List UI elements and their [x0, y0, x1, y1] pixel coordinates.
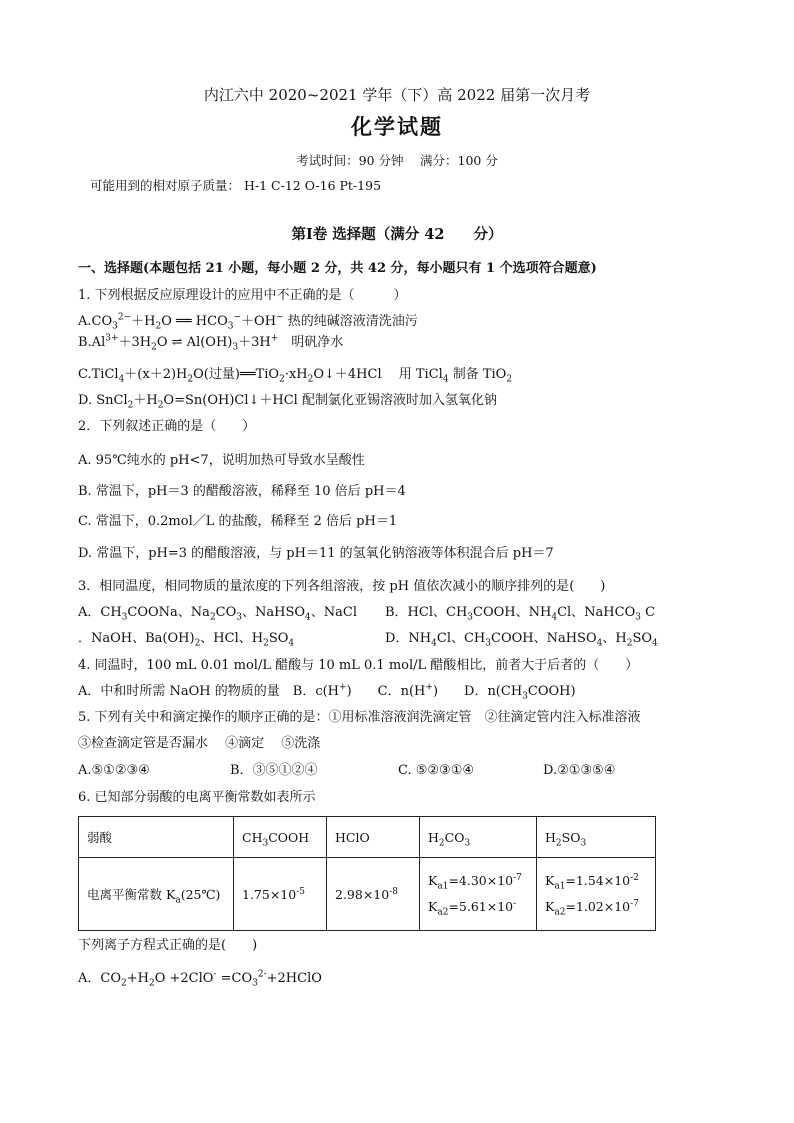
table-cell: $2.98\times 10^{-8}$ [327, 858, 420, 931]
q3-option-c: ．NaOH、$Ba(OH)_2$、HCl、$H_2SO_4$ [78, 631, 295, 649]
q4-option-a: A．中和时所需 NaOH 的物质的量 [78, 684, 280, 699]
subject-title: 化学试题 [351, 114, 443, 139]
q5-stem: 5. 下列有关中和滴定操作的顺序正确的是：①用标准溶液润洗滴定管 ②往滴定管内注入标准溶液 [78, 710, 641, 725]
table-cell: $H_2CO_3$ [420, 817, 537, 858]
table-row [79, 858, 656, 931]
q3-option-d: D．$NH_4Cl$、$CH_3COOH$、NaHSO$_4$、$H_2SO_4$ [385, 631, 658, 649]
q2-option-a: A. 95℃纯水的 pH<7，说明加热可导致水呈酸性 [78, 453, 365, 468]
q4-options [78, 683, 576, 701]
q4-stem: 4. 同温时，100 mL 0.01 mol/L 醋酸与 10 mL 0.1 mol/L 醋酸相比，前者大于后者的（ ） [78, 658, 639, 673]
table-header-row [79, 817, 656, 858]
q1-stem: 1. 下列根据反应原理设计的应用中不正确的是（ ） [78, 288, 407, 303]
q4-option-d: D．$n(CH_3COOH)$ [438, 684, 576, 702]
exam-info: 考试时间：90 分钟 满分：100 分 [296, 153, 498, 168]
q2-stem: 2．下列叙述正确的是（ ） [78, 419, 256, 434]
q2-option-c: C. 常温下，0.2mol／L 的盐酸，稀释至 2 倍后 pH＝1 [78, 514, 398, 529]
table-cell: $CH_3COOH$ [234, 817, 327, 858]
q6-question: 下列离子方程式正确的是( ) [78, 938, 258, 953]
table-cell: 电离平衡常数 $K_a(25℃)$ [79, 858, 234, 931]
q5-stem-continued: ③检查滴定管是否漏水 ④滴定 ⑤洗涤 [78, 736, 321, 751]
table-cell: $1.75\times 10^{-5}$ [234, 858, 327, 931]
part1-title: 第Ⅰ卷 选择题（满分 42 分） [291, 226, 503, 243]
q5-option-b: B．③⑤①②④ [230, 763, 318, 778]
table-cell: 弱酸 [79, 817, 234, 858]
table-cell: $K_{a1}=4.30\times 10^{-7}$ $K_{a2}=5.61\times 10^-$ [420, 858, 537, 931]
atomic-masses: 可能用到的相对原子质量： H-1 C-12 O-16 Pt-195 [90, 178, 382, 193]
q1-option-b: $B.Al^{3+}+3H_2O$ ⇌ $Al(OH)_3+3H^+$ 明矾净水 [78, 333, 344, 353]
q5-option-c: C. ⑤②③①④ [398, 763, 475, 778]
q5-option-a: A.⑤①②③④ [78, 763, 150, 778]
q5-option-d: D.②①③⑤④ [543, 763, 616, 778]
ionization-constant-table [78, 816, 656, 931]
q4-option-b: B．c(H+) [279, 682, 352, 699]
q6-stem: 6. 已知部分弱酸的电离平衡常数如表所示 [78, 790, 316, 805]
table-cell: $K_{a1}=1.54\times 10^{-2}$ $K_{a2}=1.02\times 10^{-7}$ [537, 858, 656, 931]
exam-title: 内江六中 2020~2021 学年（下）高 2022 届第一次月考 [203, 86, 591, 104]
q2-option-d: D. 常温下，pH=3 的醋酸溶液，与 pH＝11 的氢氧化钠溶液等体积混合后 pH＝7 [78, 546, 554, 561]
q1-option-c: $C.TiCl_4+(x+2)H_2O$(过量)$══TiO_2\cdot xH_2O↓+4HCl$ 用 TiCl$_4$ 制备 TiO$_2$ [78, 367, 513, 385]
table-cell: $H_2SO_3$ [537, 817, 656, 858]
q4-option-c: C．n(H+) [351, 682, 439, 699]
q1-option-d: D. $SnCl_2+H_2O=Sn(OH)Cl↓+HCl$ 配制氯化亚锡溶液时加入氢氧化钠 [78, 393, 497, 411]
q3-option-b: B．HCl、$CH_3COOH$、$NH_4Cl$、NaHCO$_3$ C [385, 605, 656, 623]
q3-stem: 3．相同温度，相同物质的量浓度的下列各组溶液，按 pH 值依次减小的顺序排列的是( ) [78, 579, 606, 594]
table-cell: HClO [327, 817, 420, 858]
q2-option-b: B. 常温下，pH＝3 的醋酸溶液，稀释至 10 倍后 pH＝4 [78, 484, 406, 499]
q1-option-a: $A.CO_3^{2-}+H_2O$ ══ $HCO_3^-+OH^-$ 热的纯碱溶液清洗油污 [78, 312, 418, 332]
section-heading: 一、选择题(本题包括 21 小题，每小题 2 分，共 42 分，每小题只有 1 个选项符合题意) [78, 261, 597, 276]
q3-option-a: A．$CH_3COONa$、$Na_2CO_3$、NaHSO$_4$、NaCl [78, 605, 358, 623]
q6-option-a: A．$CO_2+H_2O +2ClO^-$ $=CO_3^{2-}+2HClO$ [78, 969, 322, 989]
